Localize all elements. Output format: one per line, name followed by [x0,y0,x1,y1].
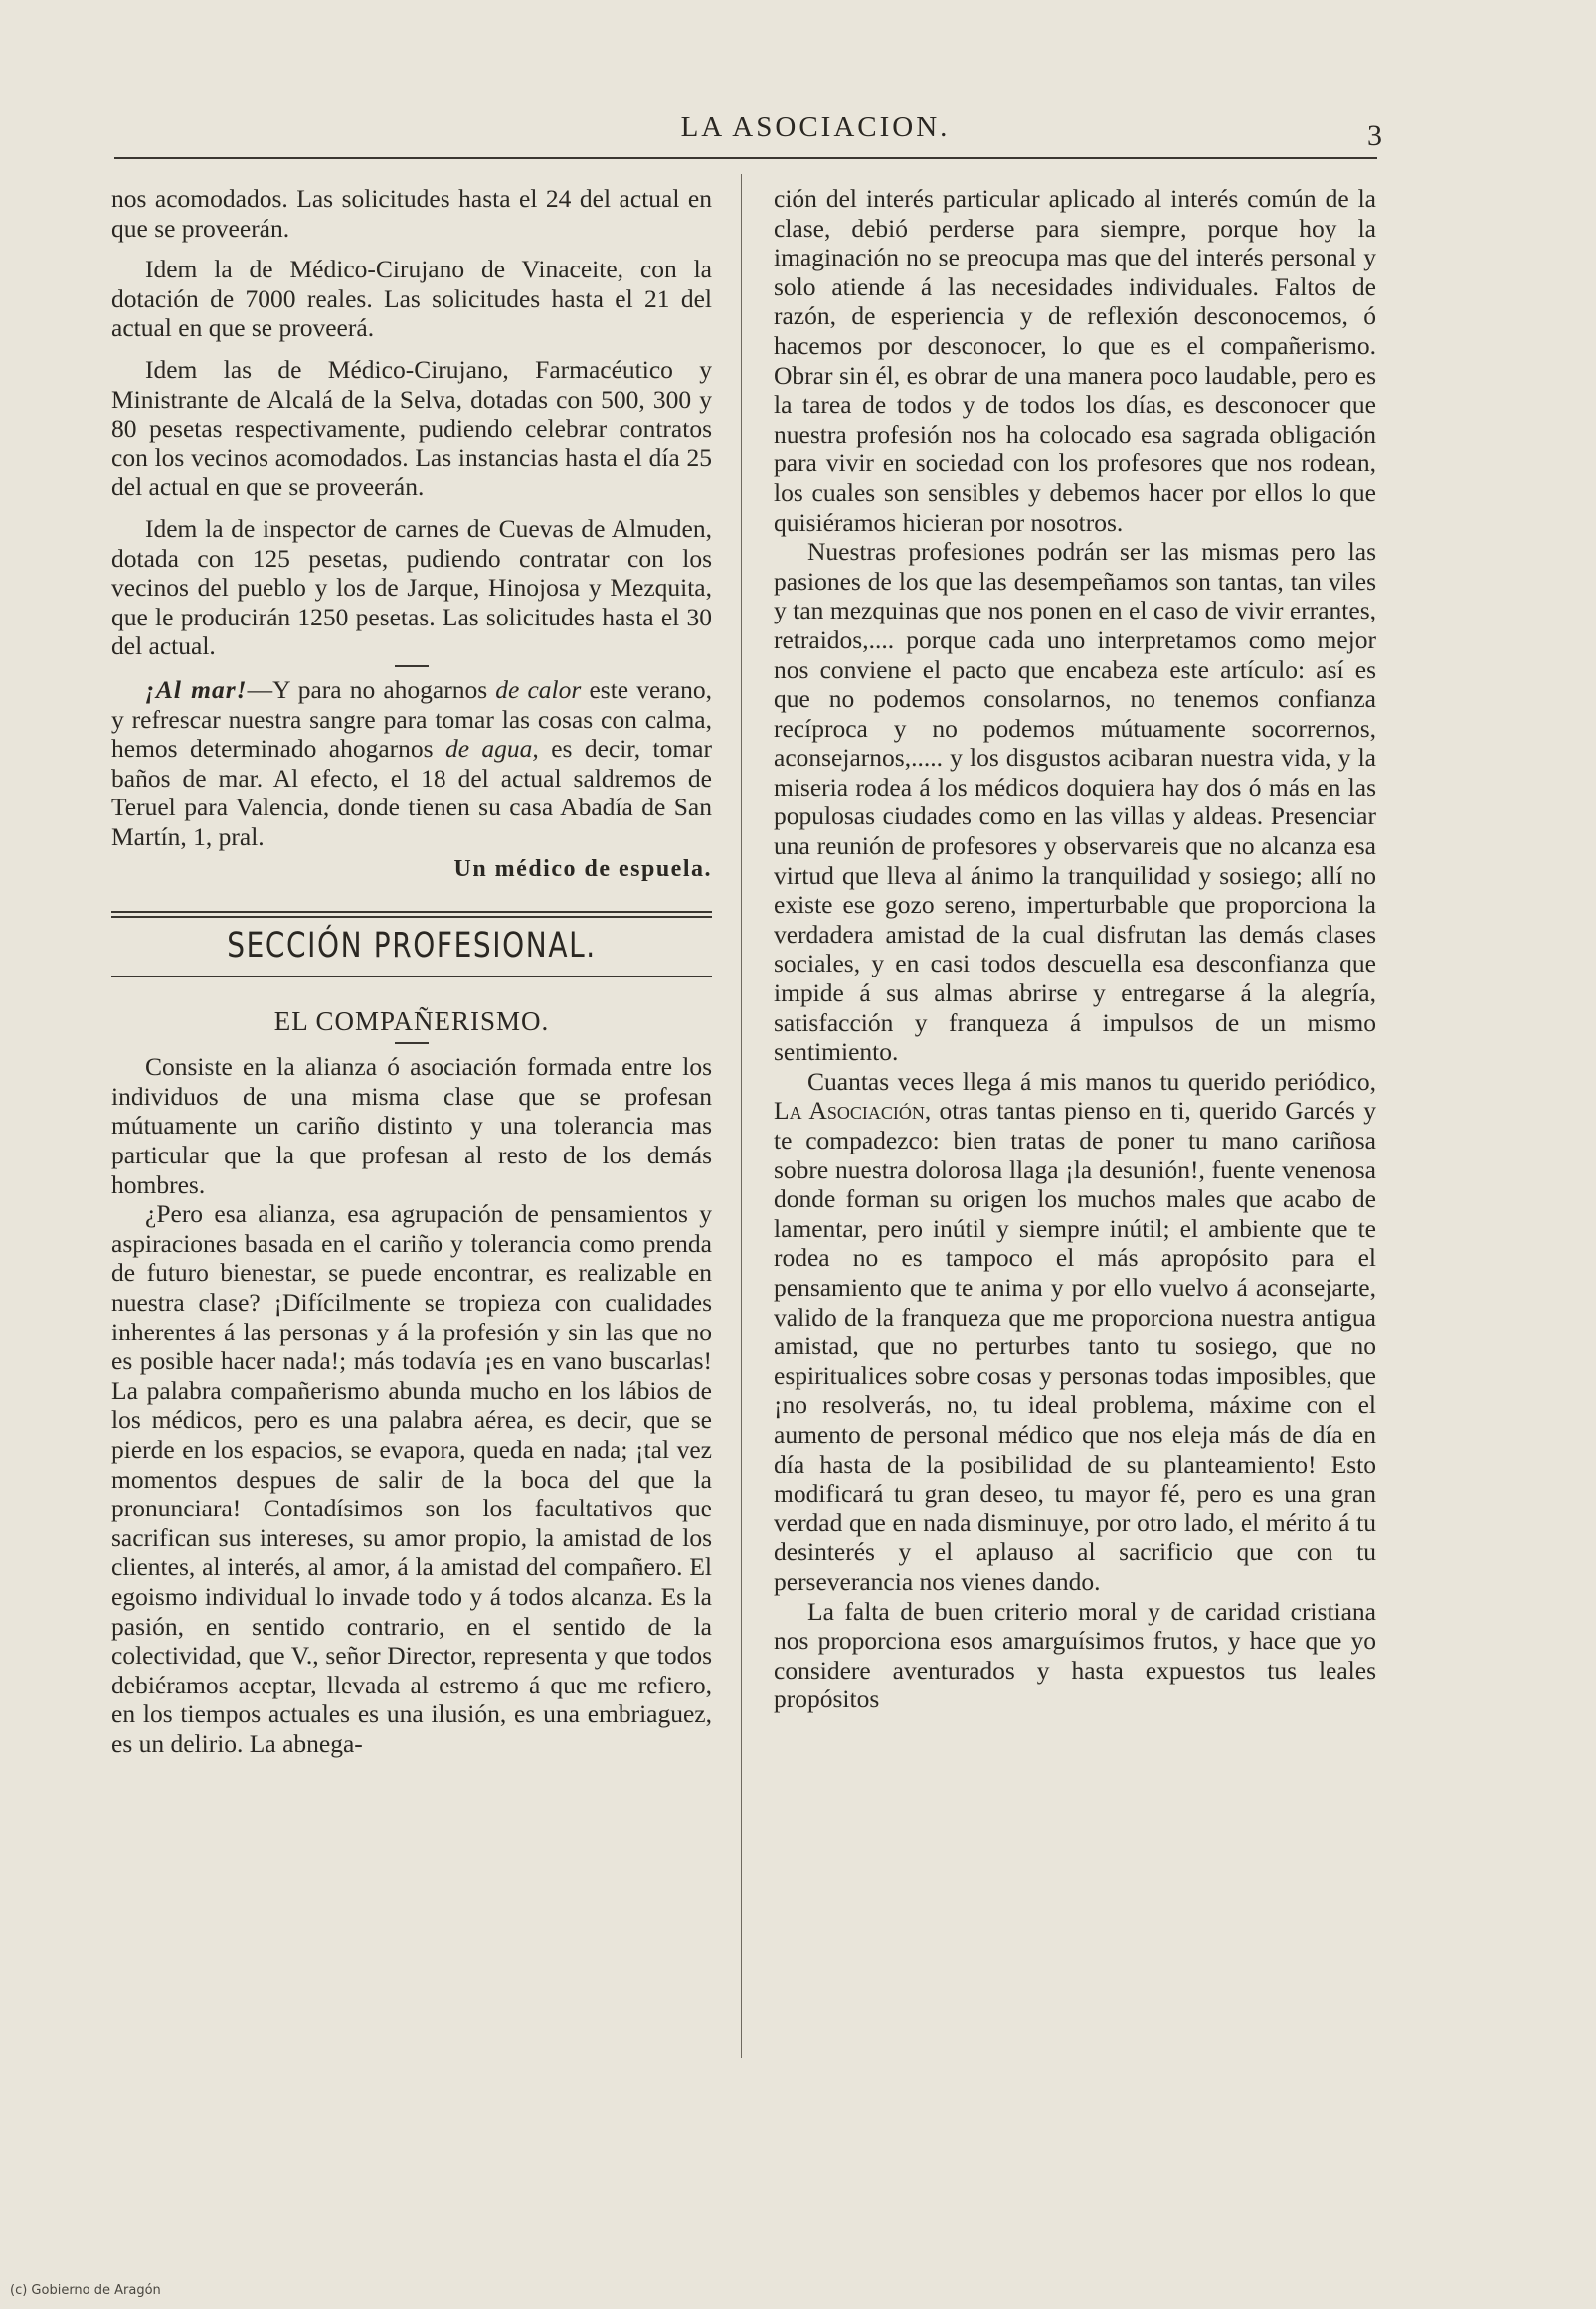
article-title: EL COMPAÑERISMO. [273,1005,550,1036]
al-mar-paragraph: ¡Al mar!—Y para no ahogarnos de calor este verano, y refrescar nuestra sangre para tomar las cosas con calma, hemos determinado ahogarnos de agua, es decir, tomar baños de mar. Al efecto, el 18 del actual saldremos de Teruel para Valencia, donde tienen su casa Abadía de San Martín, 1, pral. [111,674,712,851]
page-header [114,111,1382,161]
page-number: 3 [1367,119,1382,152]
section-heading: SECCIÓN PROFESIONAL. [227,926,597,967]
right-column [774,184,1376,1714]
notice-paragraph: Idem las de Médico-Cirujano, Farmacéutico y Ministrante de Alcalá de la Selva, dotadas con 500, 300 y 80 pesetas respectivamente, pudiendo celebrar contratos con los vecinos acomodados. Las instancias hasta el día 25 del actual en que se proveerán. [111,354,712,502]
article-paragraph: ción del interés particular aplicado al interés común de la clase, debió perderse para siempre, porque hoy la imaginación no se preocupa mas que del interés personal y solo atiende á las necesidades individuales. Faltos de razón, de esperiencia y de reflexión desconocemos, ó hacemos por desconocer, lo que es el compañerismo. Obrar sin él, es obrar de una manera poco laudable, pero es la tarea de todos y de todos los días, es desconocer que nuestra profesión nos ha colocado esa sagrada obligación para vivir en sociedad con los profesores que nos rodean, los cuales son sensibles y debemos hacer por ellos lo que quisiéramos hicieran por nosotros. [774,184,1376,537]
al-mar-lead: ¡Al mar! [145,674,248,704]
left-column [111,184,712,1759]
signature: Un médico de espuela. [453,856,712,883]
notice-paragraph: nos acomodados. Las solicitudes hasta el 24 del actual en que se proveerán. [111,184,712,243]
section-rule [111,976,712,977]
article-paragraph: Nuestras profesiones podrán ser las mismas pero las pasiones de los que las desempeñamos son tantas, tan viles y tan mezquinas que nos ponen en el caso de vivir errantes, retraidos,.... porque cada uno interpretamos como mejor nos conviene el pacto que encabeza este artículo: así es que no podemos consolarnos, no tenemos confianza recíproca y no podemos mútuamente socorrernos, aconsejarnos,..... y los disgustos acibaran nuestra vida, y la miseria rodea á los médicos doquiera hay dos ó más en las populosas ciudades como en las villas y aldeas. Presenciar una reunión de profesores y observareis que no alcanza esa virtud que lleva al ánimo la tranquilidad y sosiego; allí no existe ese gozo sereno, imperturbable que proporciona la verdadera amistad de la cual disfrutan las demás clases sociales, y en casi todos descuella esa desconfianza que impide á sus almas abrirse y entregarse á la alegría, satisfacción y franqueza á impulsos de un mismo sentimiento. [774,537,1376,1067]
separator-dash [395,665,429,667]
article-paragraph: Cuantas veces llega á mis manos tu querido periódico, La Asociación, otras tantas pienso en ti, querido Garcés y te compadezco: bien tratas de poner tu mano cariñosa sobre nuestra dolorosa llaga ¡la desunión!, fuente venenosa donde forman su origen los muchos males que acabo de lamentar, pero inútil y siempre inútil; el ambiente que te rodea no es tampoco el más apropósito para el pensamiento que te anima y por ello vuelvo á aconsejarte, valido de la franqueza que me proporciona nuestra antigua amistad, que no perturbes tanto tu sosiego, que no espiritualices sobre cosas y personas todas imposibles, que ¡no resolverás, no, tu ideal problema, máxime con el aumento de personal médico que nos eleja más de día en día hasta de la posibilidad de su planteamiento! Esto modificará tu gran deseo, tu mayor fé, pero es una gran verdad que en nada disminuye, por otro lado, el mérito á tu desinterés y el aplauso al sacrificio que con tu perseverancia nos vienes dando. [774,1066,1376,1596]
notice-paragraph: Idem la de inspector de carnes de Cuevas de Almuden, dotada con 125 pesetas, pudiendo contratar con los vecinos del pueblo y los de Jarque, Hinojosa y Mezquita, que le producirán 1250 pesetas. Las solicitudes hasta el 30 del actual. [111,513,712,661]
column-divider [741,174,742,2058]
running-title: LA ASOCIACION. [680,111,951,143]
article-paragraph: ¿Pero esa alianza, esa agrupación de pensamientos y aspiraciones basada en el cariño y tolerancia como prenda de futuro bienestar, se puede encontrar, es realizable en nuestra clase? ¡Difícilmente se tropieza con cualidades inherentes á las personas y á la profesión y sin las que no es posible hacer nada!; más todavía ¡es en vano buscarlas! La palabra compañerismo abunda mucho en los lábios de los médicos, pero es una palabra aérea, es decir, que se pierde en los espacios, se evapora, queda en nada; ¡tal vez momentos despues de salir de la boca del que la pronunciara! Contadísimos son los facultativos que sacrifican sus intereses, su amor propio, la amistad de los clientes, al interés, al amor, á la amistad del compañero. El egoismo individual lo invade todo y á todos alcanza. Es la pasión, en sentido contrario, en el sentido de la colectividad, que V., señor Director, representa y que todos debiéramos aceptar, llevada al estremo á que me refiero, en los tiempos actuales es una ilusión, es una embriaguez, es un delirio. La abnega- [111,1199,712,1758]
section-double-rule [111,911,712,918]
article-paragraph: La falta de buen criterio moral y de caridad cristiana nos proporciona esos amarguísimos frutos, y hace que yo considere aventurados y hasta expuestos tus leales propósitos [774,1596,1376,1714]
copyright-notice: (c) Gobierno de Aragón [10,2283,161,2298]
header-rule [114,157,1377,159]
separator-dash [395,1042,429,1044]
notice-paragraph: Idem la de Médico-Cirujano de Vinaceite, con la dotación de 7000 reales. Las solicitudes hasta el 21 del actual en que se proveerá. [111,255,712,343]
journal-name: La Asociación [774,1096,925,1126]
article-paragraph: Consiste en la alianza ó asociación formada entre los individuos de una misma clase que se profesan mútuamente un cariño distinto y una tolerancia mas particular que la que profesan al resto de los demás hombres. [111,1052,712,1199]
